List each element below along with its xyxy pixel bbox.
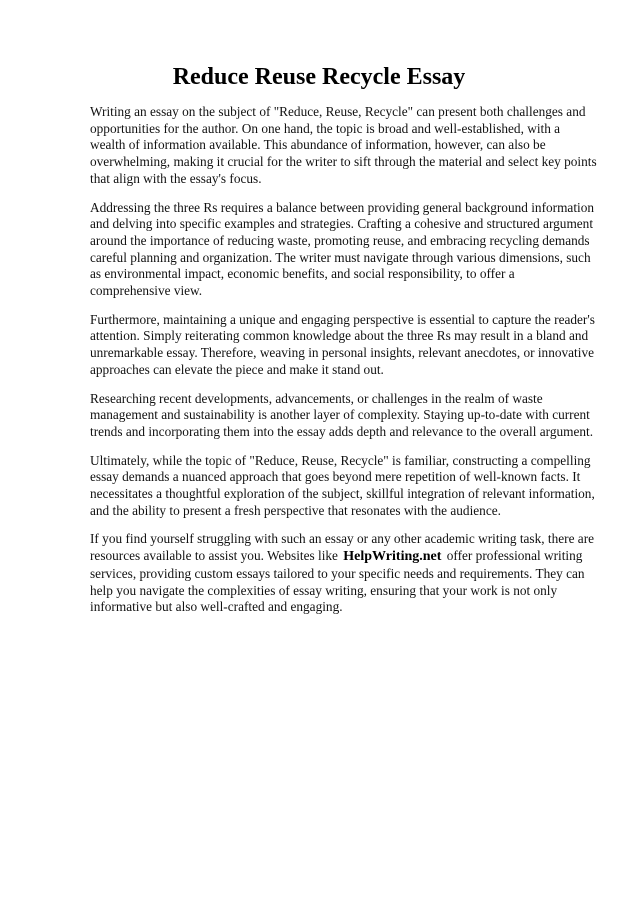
paragraph-6 [90,531,598,616]
paragraph-3: Furthermore, maintaining a unique and engaging perspective is essential to capture the reader's attention. Simply reiterating common knowledge about the three Rs may result in a bland and unremarkable essay. Therefore, weaving in personal insights, relevant anecdotes, or innovative approaches can elevate the piece and make it stand out. [90,311,595,377]
paragraph-5: Ultimately, while the topic of "Reduce, Reuse, Recycle" is familiar, constructing a compelling essay demands a nuanced approach that goes beyond mere repetition of well-known facts. It necessitates a thoughtful exploration of the subject, skillful integration of relevant information, and the ability to present a fresh perspective that resonates with the audience. [90,452,595,518]
paragraph-1: Writing an essay on the subject of "Reduce, Reuse, Recycle" can present both challenges and opportunities for the author. On one hand, the topic is broad and well-established, with a wealth of information available. This abundance of information, however, can also be overwhelming, making it crucial for the writer to sift through the material and select key points that align with the essay's focus. [90,104,597,186]
paragraph-6-outro: offer professional writing services, providing custom essays tailored to your specific needs and requirements. They can help you navigate the complexities of essay writing, ensuring that your work is not only informative but also well-crafted and engaging. [90,548,585,615]
paragraph-6-intro: If you find yourself struggling with such an essay or any other academic writing task, there are resources available to assist you. Websites like [90,531,595,564]
essay-body [90,104,598,628]
brand-link[interactable]: HelpWriting.net [343,549,442,565]
paragraph-2: Addressing the three Rs requires a balance between providing general background information and delving into specific examples and strategies. Crafting a cohesive and structured argument around the importance of reducing waste, promoting reuse, and embracing recycling demands careful planning and organization. The writer must navigate through various dimensions, such as environmental impact, economic benefits, and social responsibility, to offer a comprehensive view. [90,199,595,299]
paragraph-4: Researching recent developments, advancements, or challenges in the realm of waste management and sustainability is another layer of complexity. Staying up-to-date with current trends and incorporating them into the essay adds depth and relevance to the overall argument. [90,390,594,439]
page-title: Reduce Reuse Recycle Essay [172,64,466,90]
